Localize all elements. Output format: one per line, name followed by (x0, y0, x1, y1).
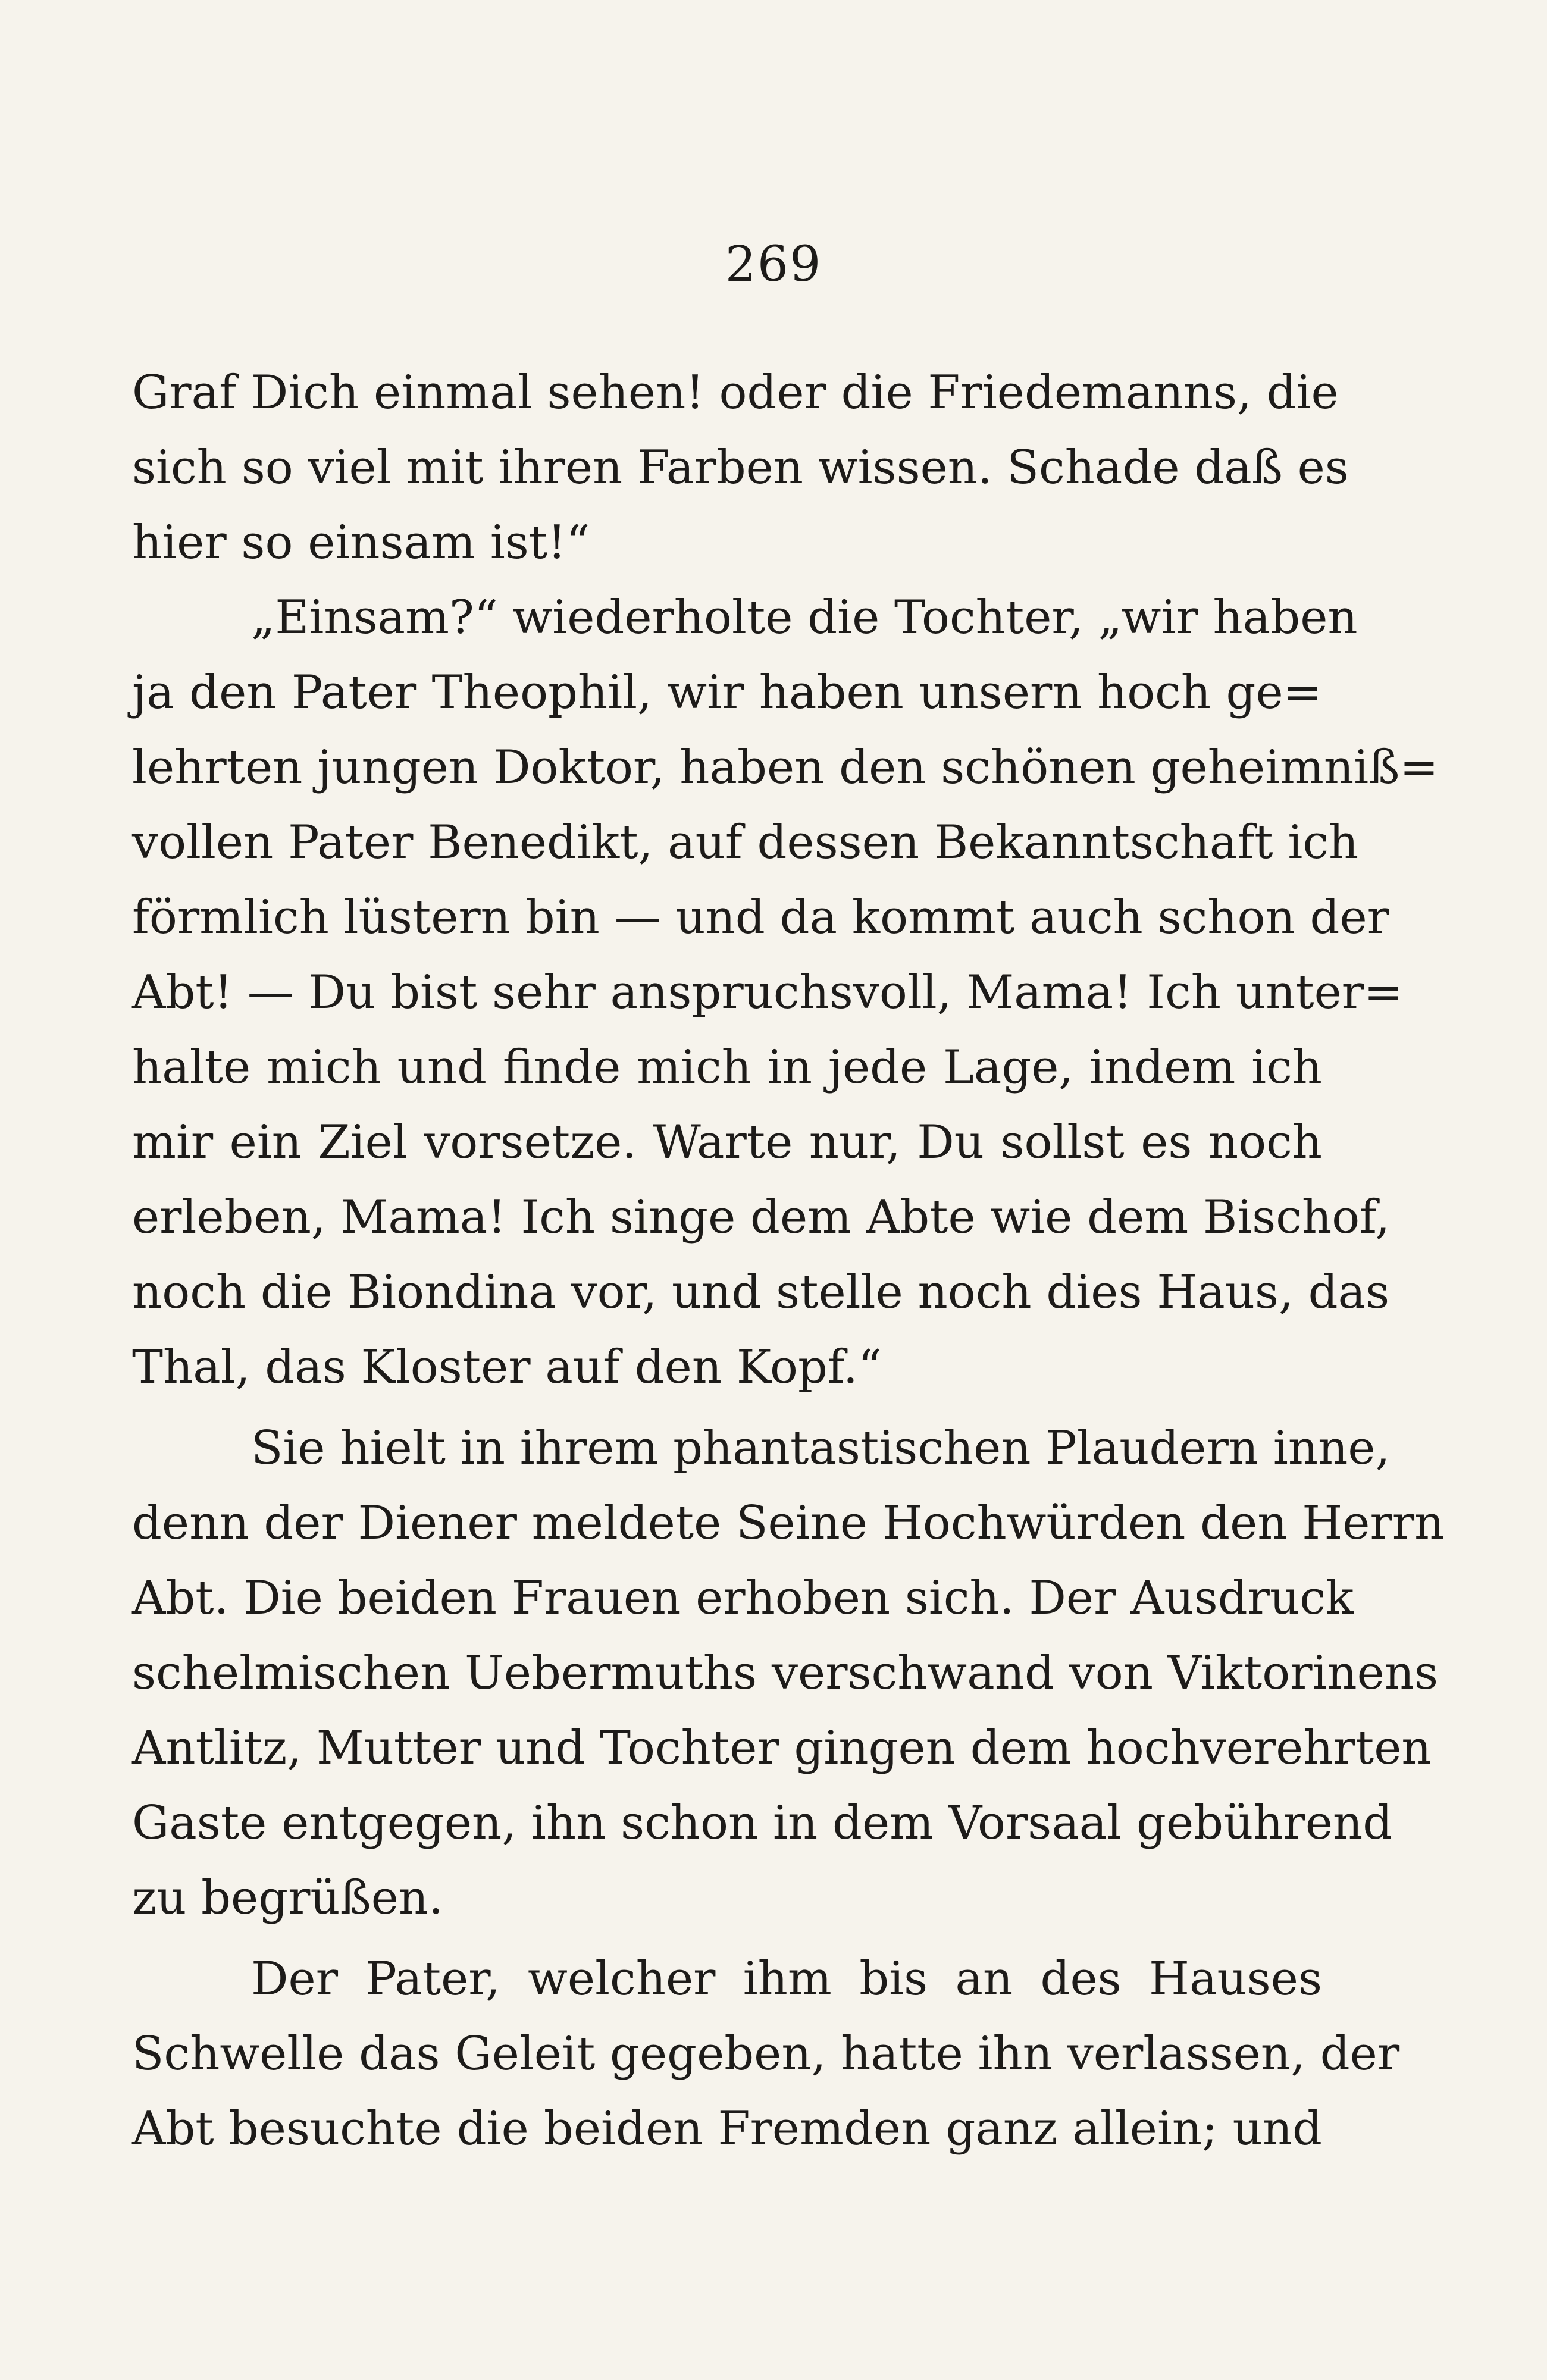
text-line: Gaste entgegen, ihn schon in dem Vorsaal gebührend (132, 1796, 1393, 1850)
text-line: ja den Pater Theophil, wir haben unsern hoch ge= (132, 666, 1322, 719)
text-line: Abt besuchte die beiden Fremden ganz allein; und (132, 2102, 1322, 2156)
text-line: Schwelle das Geleit gegeben, hatte ihn verlassen, der (132, 2027, 1400, 2081)
text-line: schelmischen Uebermuths verschwand von Viktorinens (132, 1646, 1439, 1700)
text-line: Der Pater, welcher ihm bis an des Hauses (251, 1952, 1322, 2006)
text-line: Antlitz, Mutter und Tochter gingen dem hochverehrten (132, 1721, 1432, 1775)
text-line: Abt! — Du bist sehr anspruchsvoll, Mama! Ich unter= (132, 966, 1403, 1019)
text-line: noch die Biondina vor, und stelle noch dies Haus, das (132, 1266, 1390, 1319)
text-line: hier so einsam ist!“ (132, 516, 590, 569)
text-line: mir ein Ziel vorsetze. Warte nur, Du sollst es noch (132, 1116, 1322, 1169)
text-line: erleben, Mama! Ich singe dem Abte wie dem Bischof, (132, 1191, 1391, 1244)
text-line: Graf Dich einmal sehen! oder die Friedemanns, die (132, 366, 1339, 419)
body-text (132, 355, 1445, 2166)
text-line: zu begrüßen. (132, 1871, 443, 1925)
text-line: lehrten jungen Doktor, haben den schönen geheimniß= (132, 741, 1439, 794)
text-line: förmlich lüstern bin — und da kommt auch schon der (132, 891, 1389, 944)
text-line: vollen Pater Benedikt, auf dessen Bekanntschaft ich (132, 816, 1359, 869)
text-line: „Einsam?“ wiederholte die Tochter, „wir haben (251, 591, 1358, 644)
text-line: sich so viel mit ihren Farben wissen. Schade daß es (132, 441, 1349, 494)
text-line: Thal, das Kloster auf den Kopf.“ (132, 1341, 882, 1394)
text-line: halte mich und finde mich in jede Lage, indem ich (132, 1041, 1322, 1094)
text-line: Abt. Die beiden Frauen erhoben sich. Der Ausdruck (132, 1571, 1354, 1625)
page-number: 269 (725, 236, 822, 293)
text-line: denn der Diener meldete Seine Hochwürden den Herrn (132, 1496, 1445, 1550)
text-line: Sie hielt in ihrem phantastischen Plaudern inne, (251, 1421, 1391, 1475)
